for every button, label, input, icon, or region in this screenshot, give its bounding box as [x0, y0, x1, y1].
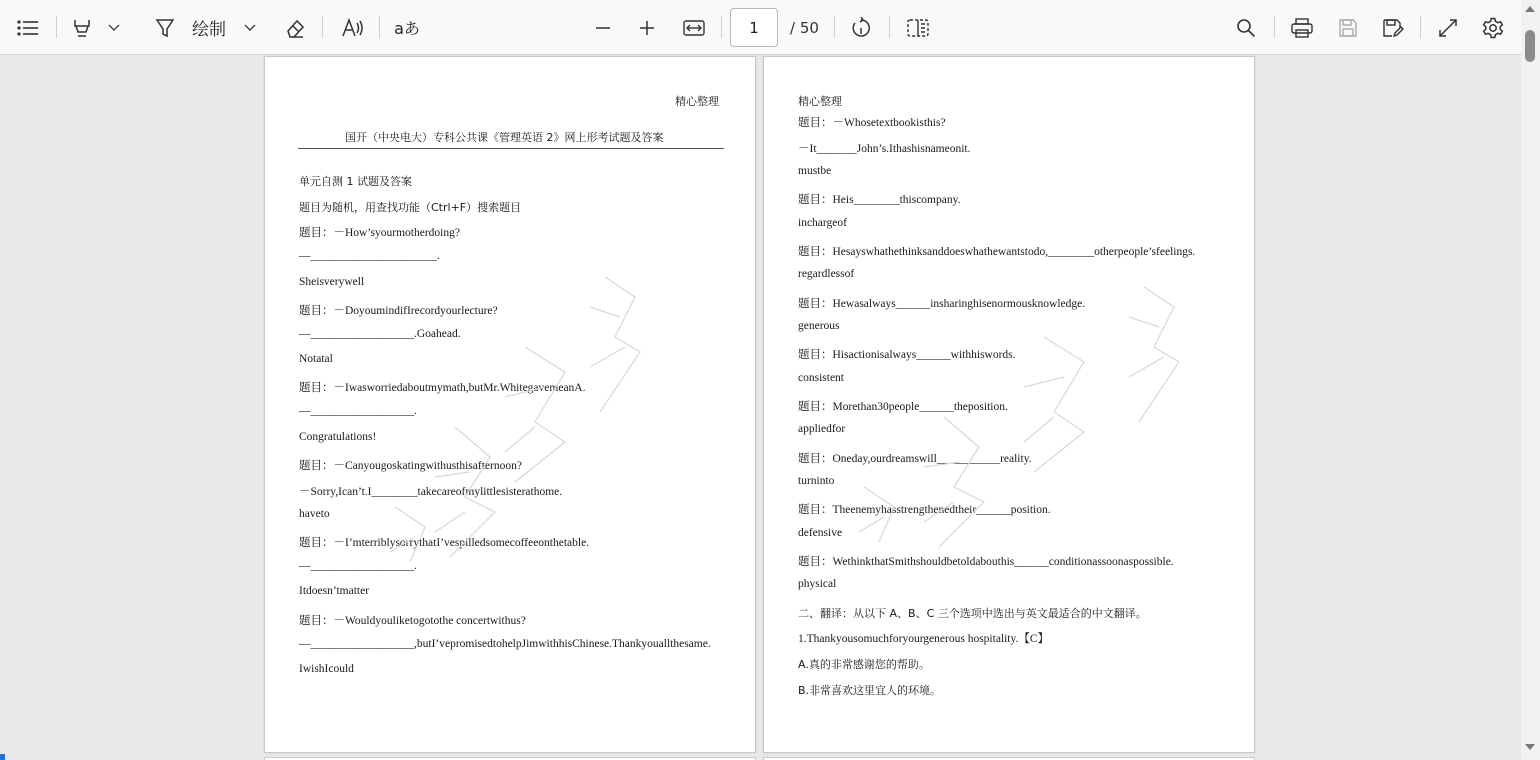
answer-blank: —__________________. [299, 405, 417, 417]
answer-blank: —__________________. [299, 560, 417, 572]
draw-button[interactable] [190, 0, 228, 55]
fullscreen-icon[interactable] [1436, 0, 1460, 55]
answer-text: physical [798, 578, 837, 590]
page-total-count: / 50 [790, 18, 819, 37]
highlight-icon[interactable] [68, 0, 96, 55]
page-header-label: 精心整理 [675, 95, 719, 108]
question-text: 题目：－I’mterriblysorrythatI’vespilledsomecoffeeonthetable. [299, 537, 590, 549]
draw-dropdown-chevron-icon[interactable] [240, 0, 260, 55]
question-text: 题目：－Canyougoskatingwithusthisafternoon? [299, 460, 522, 472]
question-text: 题目：Hesayswhathethinksanddoeswhathewantstodo,________otherpeople’sfeelings. [798, 246, 1196, 258]
question-text: 题目：Theenemyhasstrengthenedtheir______position. [798, 504, 1051, 516]
draw-label: 绘制 [192, 20, 226, 40]
scroll-up-arrow-icon[interactable] [1525, 6, 1535, 12]
answer-blank: —__________________,butI’vepromisedtohelpJimwithhisChinese.Thankyouallthesame. [299, 638, 711, 650]
question-text: －It_______John’s.Ithashisnameonit. [798, 143, 971, 155]
answer-blank: —__________________.Goahead. [299, 328, 461, 340]
toolbar-divider [834, 16, 835, 38]
answer-text: Sheisverywell [299, 276, 365, 288]
pdf-page-2 [763, 56, 1255, 753]
zoom-in-icon[interactable] [636, 0, 658, 55]
toolbar-divider [1274, 16, 1275, 38]
translate-label: aあ [394, 19, 420, 38]
section-heading: 单元自测 1 试题及答案 [299, 175, 412, 188]
answer-text: Notatal [299, 353, 333, 365]
toolbar-divider [322, 16, 323, 38]
save-as-icon[interactable] [1380, 0, 1406, 55]
option-text: B.非常喜欢这里宜人的环境。 [798, 684, 942, 697]
question-text: 题目：Hisactionisalways______withhiswords. [798, 349, 1016, 361]
answer-text: inchargeof [798, 217, 847, 229]
toolbar-divider [1420, 16, 1421, 38]
focus-indicator [0, 754, 5, 760]
page-number-input[interactable]: 1 [730, 8, 778, 47]
toolbar-divider [379, 16, 380, 38]
vertical-scrollbar[interactable] [1521, 56, 1540, 760]
question-text: 题目：－How’syourmotherdoing? [299, 227, 460, 239]
contents-icon[interactable] [14, 0, 42, 55]
answer-text: Itdoesn’tmatter [299, 585, 370, 597]
answer-text: Congratulations! [299, 431, 377, 443]
pdf-toolbar [0, 0, 1540, 55]
toolbar-divider [721, 16, 722, 38]
question-text: 题目：Heis________thiscompany. [798, 194, 961, 206]
question-text: －Sorry,Ican’t.I________takecareofmylittlesisterathome. [299, 486, 563, 498]
settings-gear-icon[interactable] [1480, 0, 1506, 55]
answer-text: defensive [798, 527, 843, 539]
question-text: 题目：Hewasalways______insharinghisenormousknowledge. [798, 298, 1086, 310]
question-text: 题目：Oneday,ourdreamswill___________reality. [798, 453, 1032, 465]
zoom-out-icon[interactable] [592, 0, 614, 55]
question-text: 题目：－Whosetextbookisthis? [798, 117, 946, 129]
scroll-down-arrow-icon[interactable] [1525, 744, 1535, 750]
question-text: 1.Thankyousomuchforyourgenerous hospitality.【C】 [798, 633, 1050, 645]
draw-icon[interactable] [152, 0, 178, 55]
answer-blank: —______________________. [299, 250, 440, 262]
answer-text: turninto [798, 475, 835, 487]
answer-text: IwishIcould [299, 663, 354, 675]
answer-text: regardlessof [798, 268, 855, 280]
title-underline [298, 148, 724, 149]
page-header-label: 精心整理 [798, 95, 842, 108]
answer-text: appliedfor [798, 423, 846, 435]
search-icon[interactable] [1234, 0, 1258, 55]
answer-text: generous [798, 320, 840, 332]
scrollbar-thumb[interactable] [1525, 30, 1535, 62]
eraser-icon[interactable] [282, 0, 308, 55]
toolbar-divider [56, 16, 57, 38]
section-heading: 二、翻译：从以下 A、B、C 三个选项中选出与英文最适合的中文翻译。 [798, 607, 1147, 620]
watermark-graphic [844, 277, 1184, 577]
answer-text: mustbe [798, 165, 832, 177]
question-text: 题目：Morethan30people______theposition. [798, 401, 1008, 413]
read-aloud-icon[interactable] [338, 0, 366, 55]
print-icon[interactable] [1289, 0, 1315, 55]
fit-width-icon[interactable] [681, 0, 707, 55]
highlight-dropdown-chevron-icon[interactable] [104, 0, 124, 55]
translate-button[interactable] [392, 0, 422, 55]
question-text: 题目：－Wouldyouliketogotothe concertwithus? [299, 615, 526, 627]
answer-text: haveto [299, 508, 330, 520]
question-text: 题目：WethinkthatSmithshouldbetoldabouthis______conditionassoonaspossible. [798, 556, 1174, 568]
pdf-page-1 [264, 56, 756, 753]
two-page-view-icon[interactable] [905, 0, 931, 55]
toolbar-divider [889, 16, 890, 38]
instruction-text: 题目为随机，用查找功能（Ctrl+F）搜索题目 [299, 201, 522, 214]
answer-text: consistent [798, 372, 844, 384]
save-icon[interactable] [1335, 0, 1361, 55]
option-text: A.真的非常感谢您的帮助。 [798, 658, 930, 671]
question-text: 题目：－Iwasworriedaboutmymath,butMr.WhitegavemeanA. [299, 382, 586, 394]
rotate-icon[interactable] [848, 0, 874, 55]
document-title: 国开（中央电大）专科公共课《管理英语 2》网上形考试题及答案 [345, 131, 664, 144]
question-text: 题目：－DoyoumindifIrecordyourlecture? [299, 305, 498, 317]
